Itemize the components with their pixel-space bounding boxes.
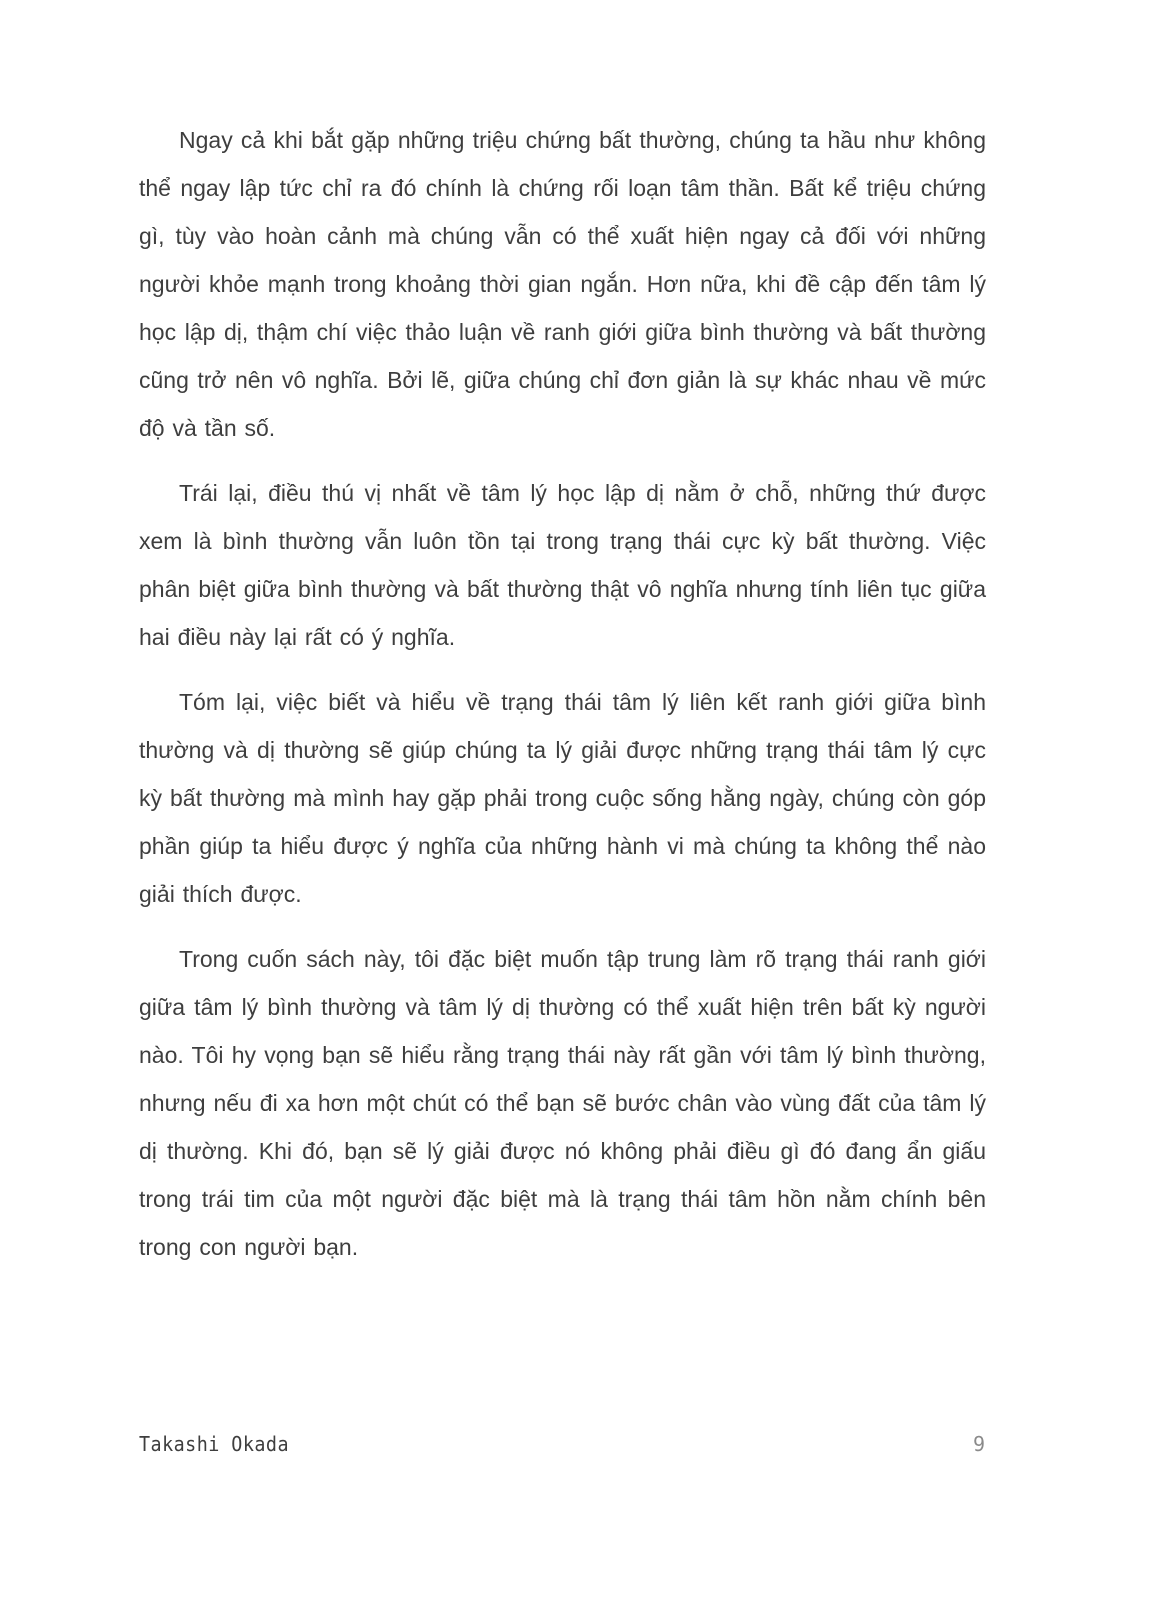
- paragraph-4: Trong cuốn sách này, tôi đặc biệt muốn tập trung làm rõ trạng thái ranh giới giữa tâm lý bình thường và tâm lý dị thường có thể xuất hiện trên bất kỳ người nào. Tôi hy vọng bạn sẽ hiểu rằng trạng thái này rất gần với tâm lý bình thường, nhưng nếu đi xa hơn một chút có thể bạn sẽ bước chân vào vùng đất của tâm lý dị thường. Khi đó, bạn sẽ lý giải được nó không phải điều gì đó đang ẩn giấu trong trái tim của một người đặc biệt mà là trạng thái tâm hồn nằm chính bên trong con người bạn.: [139, 946, 986, 1260]
- paragraph-3: Tóm lại, việc biết và hiểu về trạng thái tâm lý liên kết ranh giới giữa bình thường và dị thường sẽ giúp chúng ta lý giải được những trạng thái tâm lý cực kỳ bất thường mà mình hay gặp phải trong cuộc sống hằng ngày, chúng còn góp phần giúp ta hiểu được ý nghĩa của những hành vi mà chúng ta không thể nào giải thích được.: [139, 689, 986, 907]
- paragraph-1: Ngay cả khi bắt gặp những triệu chứng bất thường, chúng ta hầu như không thể ngay lập tức chỉ ra đó chính là chứng rối loạn tâm thần. Bất kể triệu chứng gì, tùy vào hoàn cảnh mà chúng vẫn có thể xuất hiện ngay cả đối với những người khỏe mạnh trong khoảng thời gian ngắn. Hơn nữa, khi đề cập đến tâm lý học lập dị, thậm chí việc thảo luận về ranh giới giữa bình thường và bất thường cũng trở nên vô nghĩa. Bởi lẽ, giữa chúng chỉ đơn giản là sự khác nhau về mức độ và tần số.: [139, 127, 986, 441]
- page-number: 9: [972, 1432, 985, 1456]
- page-footer: [139, 1432, 985, 1456]
- paragraph-2: Trái lại, điều thú vị nhất về tâm lý học lập dị nằm ở chỗ, những thứ được xem là bình thường vẫn luôn tồn tại trong trạng thái cực kỳ bất thường. Việc phân biệt giữa bình thường và bất thường thật vô nghĩa nhưng tính liên tục giữa hai điều này lại rất có ý nghĩa.: [139, 480, 986, 650]
- author-name: Takashi Okada: [139, 1432, 290, 1456]
- page-content: [139, 116, 986, 1288]
